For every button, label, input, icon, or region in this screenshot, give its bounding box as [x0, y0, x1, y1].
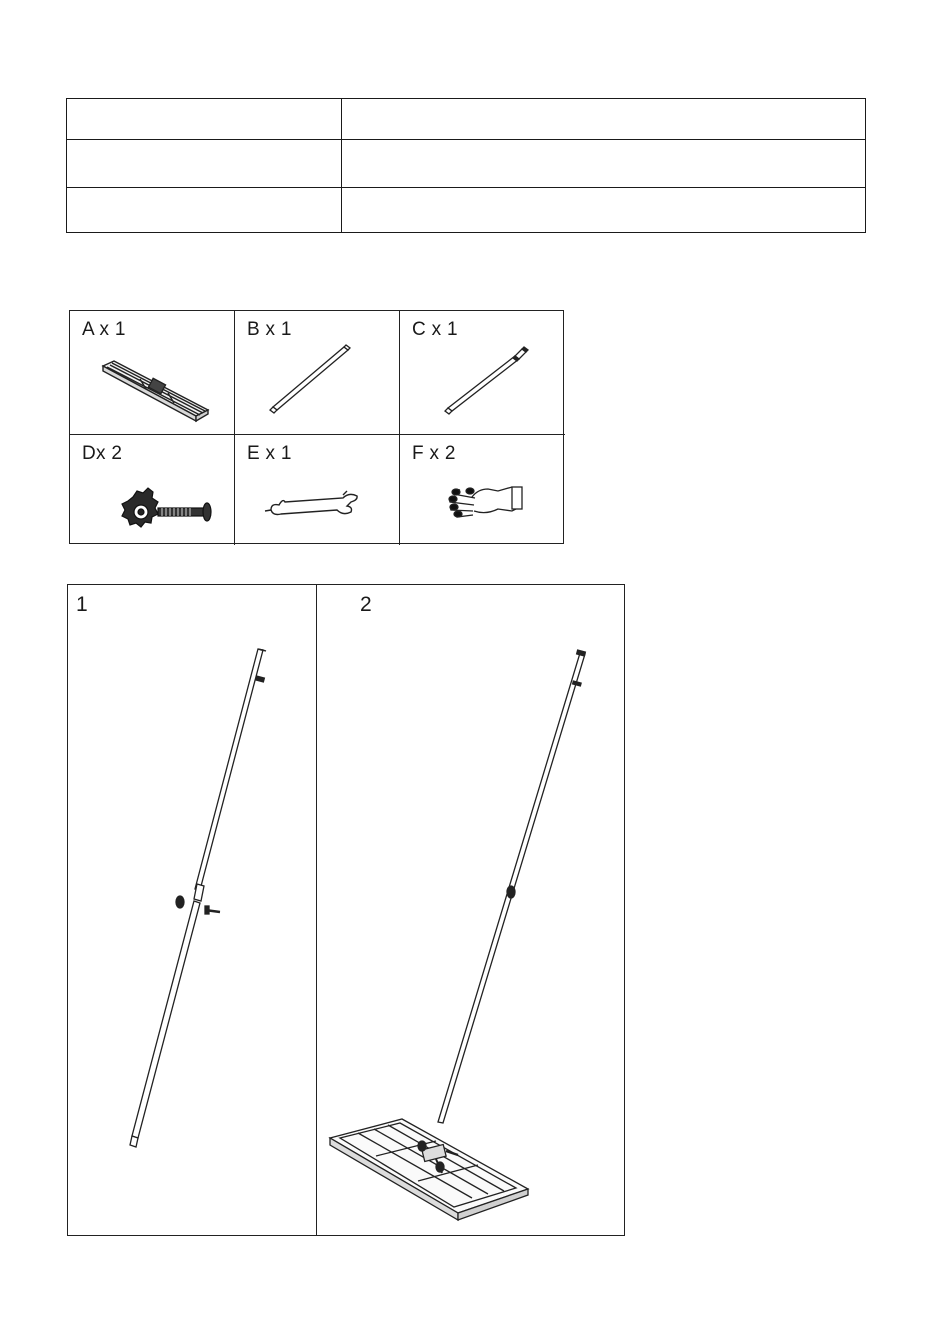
part-f-cell	[400, 435, 565, 545]
rake-head-icon	[70, 311, 235, 435]
step-1-number: 1	[76, 593, 88, 616]
step-1-illustration	[68, 585, 316, 1235]
table-row	[67, 99, 866, 140]
table-cell	[67, 188, 342, 233]
table-cell	[67, 99, 342, 140]
glove-icon	[400, 435, 565, 559]
step-2-illustration	[318, 585, 624, 1235]
lower-pole	[132, 901, 200, 1138]
part-c-label: C x 1	[412, 319, 458, 340]
parts-list	[69, 310, 564, 544]
part-e-cell	[235, 435, 400, 545]
table-row	[67, 140, 866, 188]
assembly-steps-panel	[67, 584, 625, 1236]
table-cell	[342, 188, 866, 233]
part-d-label: Dx 2	[82, 443, 123, 464]
part-d-cell	[70, 435, 235, 545]
part-a-cell	[70, 311, 235, 435]
handle-pole-grip-icon	[400, 311, 565, 435]
part-b-cell	[235, 311, 400, 435]
part-c-cell	[400, 311, 565, 435]
wrench-icon	[235, 435, 400, 559]
table-cell	[67, 140, 342, 188]
handle-pole-icon	[235, 311, 400, 435]
part-b-label: B x 1	[247, 319, 292, 340]
upper-pole	[195, 649, 263, 890]
knob	[176, 896, 184, 908]
part-e-label: E x 1	[247, 443, 292, 464]
assembled-rake-head	[330, 1119, 528, 1220]
table-cell	[342, 99, 866, 140]
specification-table	[66, 98, 866, 233]
table-cell	[342, 140, 866, 188]
part-f-label: F x 2	[412, 443, 456, 464]
step-2-number: 2	[360, 593, 372, 616]
table-row	[67, 188, 866, 233]
part-a-label: A x 1	[82, 319, 126, 340]
knob-bolt-icon	[70, 435, 235, 559]
